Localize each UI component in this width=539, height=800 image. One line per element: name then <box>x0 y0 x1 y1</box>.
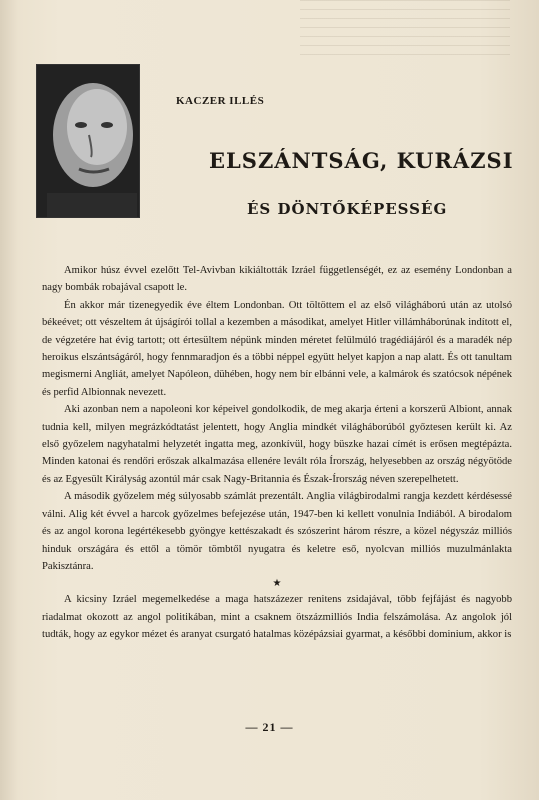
title-line-1: ELSZÁNTSÁG, KURÁZSI <box>209 148 514 173</box>
show-through-text <box>300 0 510 60</box>
author-photo <box>36 64 140 218</box>
paragraph-3: Aki azonban nem a napoleoni kor képeivel gondolkodik, de meg akarja érteni a korszerű Albiont, annak tudnia kell, milyen megrázkódtatást jelentett, hogy Anglia mindkét világháborúból győztesen került ki. Az első győzelem nagyhatalmi helyzetét ingatta meg, azonkívül, hogy büszke hazai címét is erősen megtépázta. Minden katonai és rendőri erőszak alkalmazása ellenére levált róla Írország, helyesebben az ország négyötöde és az Egyesült Királyság azontúl már csak Nagy-Britannia és Észak-Írország néven szerepelhetett. <box>42 404 512 485</box>
article-body <box>42 262 512 644</box>
section-divider-star: ★ <box>272 578 282 590</box>
paragraph-5: A kicsiny Izráel megemelkedése a maga hatszázezer renitens zsidajával, több fejfájást és nagyobb riadalmat okozott az angol politikában, mint a csaknem ötszázmilliós India felszámolása. Az angolok jól tudták, hogy az egykor mézet és aranyat csurgató hatalmas középázsiai gyarmat, a későbbi dominium, akkor is <box>42 594 512 641</box>
author-name: KACZER ILLÉS <box>176 95 265 107</box>
paragraph-4: A második győzelem még súlyosabb számlát prezentált. Anglia világbirodalmi rangja kezdett kérdésessé válni. Alig két évvel a harcok győzelmes befejezése után, 1947-ben ki kellett vonulnia Indiából. A birodalom és az angol korona legértékesebb gyöngye kettészakadt és szószerint három részre, a közel négyszáz milliós hinduk országára és ettől a tömör tömbtől nyugatra és keletre eső, nyolcvan milliós muzulmánlakta Pakisztánra. <box>42 491 512 572</box>
paragraph-1: Amikor húsz évvel ezelőtt Tel-Avivban kikiáltották Izráel függetlenségét, ez az esemény Londonban a nagy bombák robajával csapott le. <box>42 265 512 294</box>
paragraph-2: Én akkor már tizenegyedik éve éltem Londonban. Ott töltöttem el az első világháború után az utolsó békeévet; ott vészeltem át újságírói tollal a kezemben a másodikat, amelyet Hitler villámháborúnak indított el, de végzetére hat évig tartott; ott értesültem népünk minden méretet felülmúló tragédiájáról és a maradék nép heroikus elszántságáról, hogy fennmaradjon és a többi néppel együtt helyet kapjon a nap alatt. És ott tanultam megismerni Angliát, amelyet Napóleon, dühében, hogy nem bír elbánni vele, a kalmárok és szatócsok népének és perfid Albionnak nevezett. <box>42 299 512 398</box>
title-line-2: ÉS DÖNTŐKÉPESSÉG <box>247 200 448 218</box>
portrait-image <box>37 65 139 217</box>
page-number: — 21 — <box>245 720 294 734</box>
